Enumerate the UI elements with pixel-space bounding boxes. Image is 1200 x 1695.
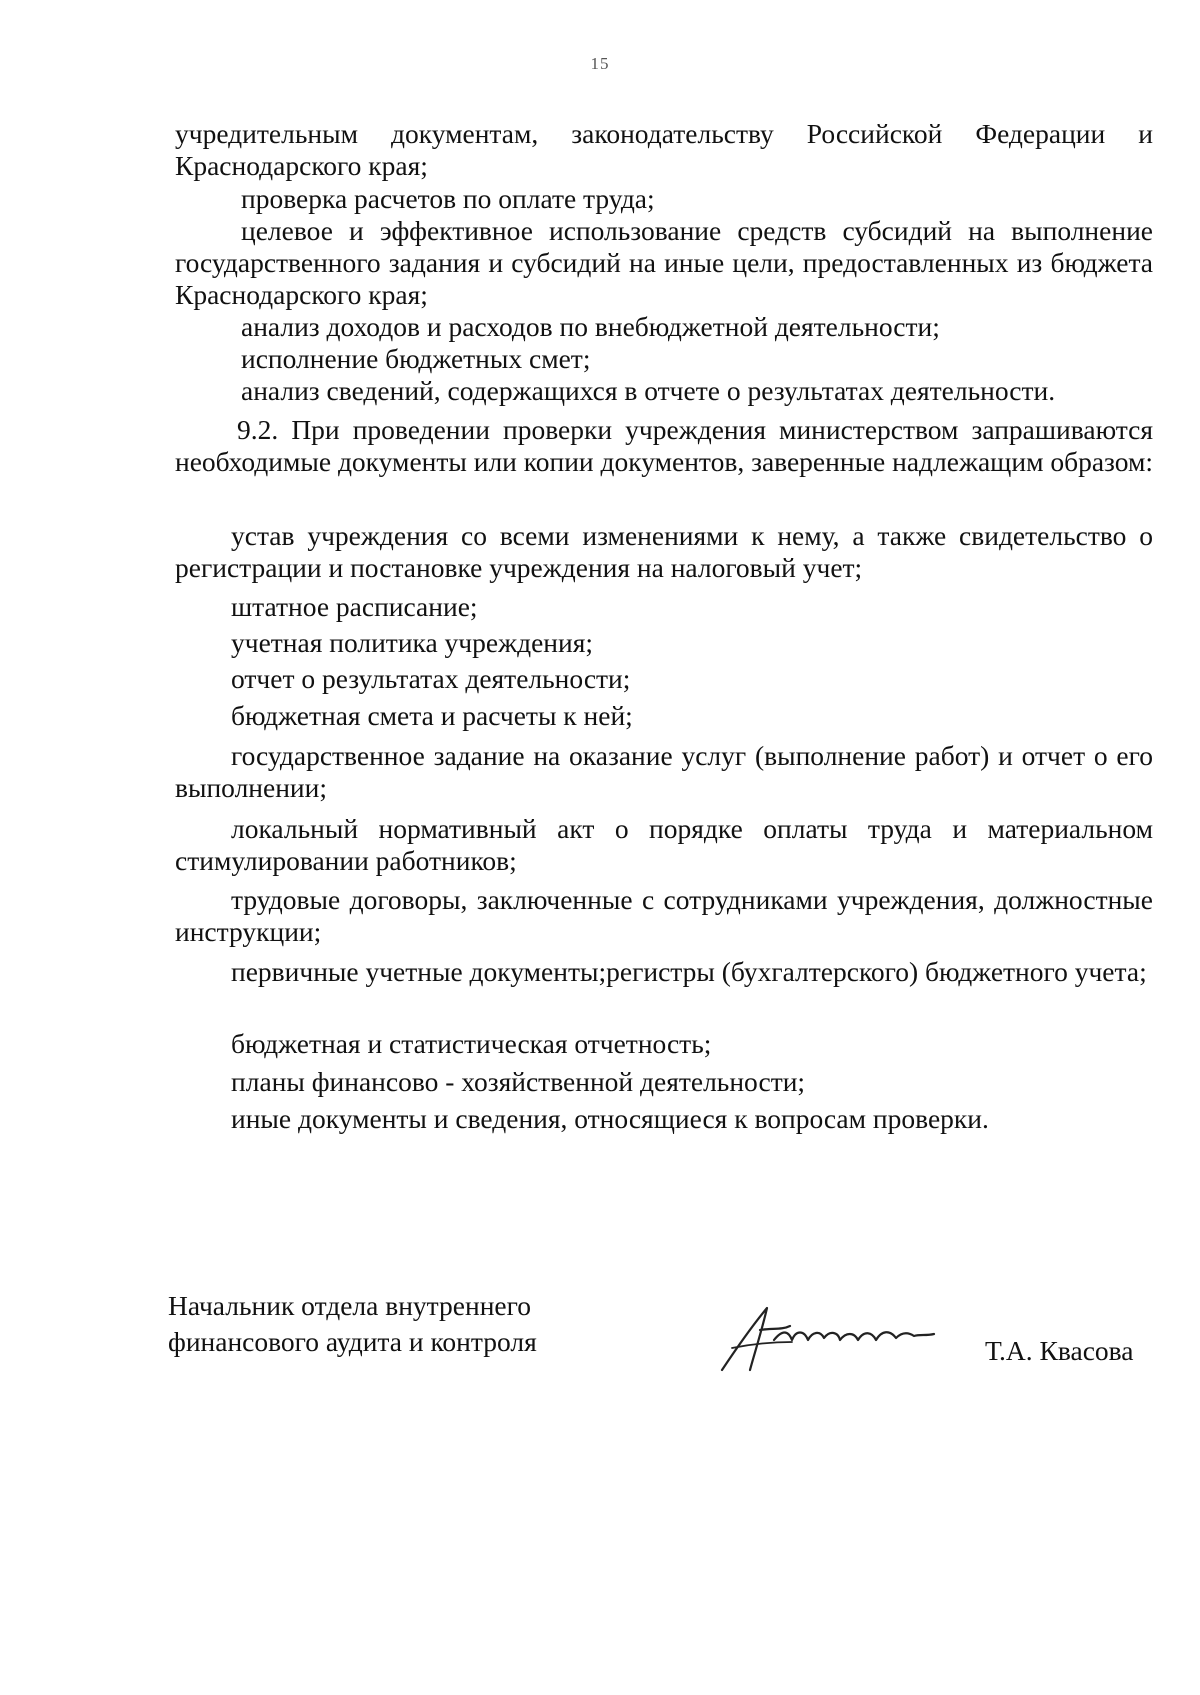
position-line-1: Начальник отдела внутреннего xyxy=(168,1290,531,1321)
list-item-subsidies-use: целевое и эффективное использование средств субсидий на выполнение государственного задания и субсидий на иные цели, предоставленных из бюджета Краснодарского края; xyxy=(175,215,1153,310)
doc-item-local-act: локальный нормативный акт о порядке оплаты труда и материальном стимулировании работников; xyxy=(175,813,1153,876)
signatory-position xyxy=(168,1288,537,1360)
list-item-income-analysis: анализ доходов и расходов по внебюджетной деятельности; xyxy=(241,311,940,342)
doc-item-charter: устав учреждения со всеми изменениями к нему, а также свидетельство о регистрации и постановке учреждения на налоговый учет; xyxy=(175,520,1153,583)
list-item-budget-estimates: исполнение бюджетных смет; xyxy=(241,343,591,374)
doc-item-results-report: отчет о результатах деятельности; xyxy=(231,663,631,694)
doc-item-accounting-policy: учетная политика учреждения; xyxy=(231,627,594,658)
doc-item-primary-docs: первичные учетные документы;регистры (бухгалтерского) бюджетного учета; xyxy=(231,956,1147,987)
signatory-name: Т.А. Квасова xyxy=(985,1335,1134,1366)
handwritten-signature xyxy=(712,1300,952,1380)
doc-item-other-docs: иные документы и сведения, относящиеся к вопросам проверки. xyxy=(231,1103,989,1134)
list-item-salary-check: проверка расчетов по оплате труда; xyxy=(241,183,655,214)
doc-item-budget-estimate: бюджетная смета и расчеты к ней; xyxy=(231,700,633,731)
doc-item-reporting: бюджетная и статистическая отчетность; xyxy=(231,1028,712,1059)
position-line-2: финансового аудита и контроля xyxy=(168,1326,537,1357)
doc-item-financial-plans: планы финансово - хозяйственной деятельности; xyxy=(231,1066,806,1097)
doc-item-staffing: штатное расписание; xyxy=(231,591,478,622)
page-number: 15 xyxy=(590,54,610,73)
list-item-results-analysis: анализ сведений, содержащихся в отчете о результатах деятельности. xyxy=(241,375,1056,406)
doc-item-state-assignment: государственное задание на оказание услуг (выполнение работ) и отчет о его выполнении; xyxy=(175,740,1153,803)
section-9-2: 9.2. При проведении проверки учреждения министерством запрашиваются необходимые документы или копии документов, заверенные надлежащим образом: xyxy=(175,414,1154,477)
paragraph-continuation: учредительным документам, законодательству Российской Федерации и Краснодарского края; xyxy=(175,118,1153,181)
doc-item-contracts: трудовые договоры, заключенные с сотрудниками учреждения, должностные инструкции; xyxy=(175,884,1153,947)
